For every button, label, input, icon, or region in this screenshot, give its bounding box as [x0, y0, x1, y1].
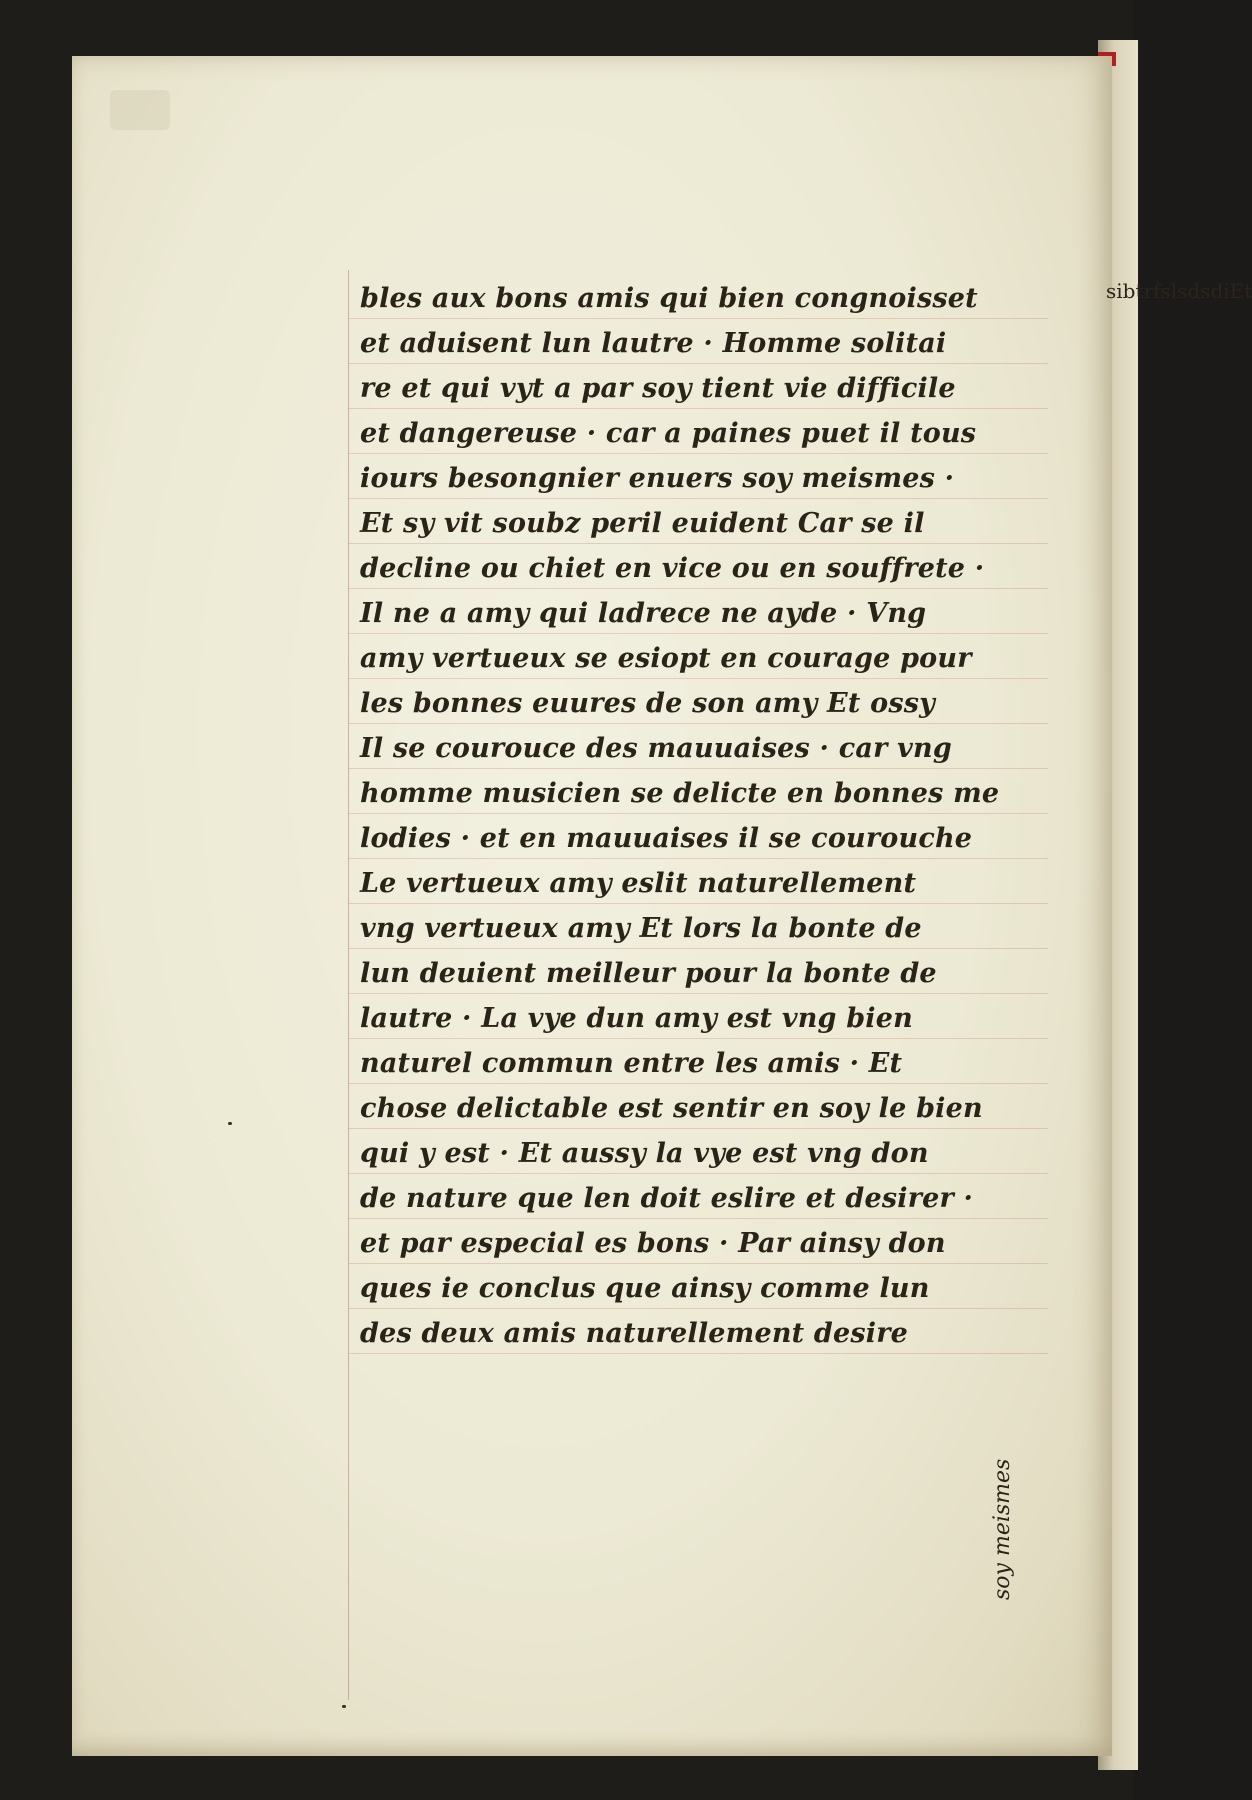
text-line: lun deuient meilleur pour la bonte de — [360, 958, 937, 989]
text-line: Il se courouce des mauuaises · car vng — [360, 733, 952, 764]
text-line: Le vertueux amy eslit naturellement — [360, 868, 917, 899]
ink-speck — [228, 1122, 232, 1125]
text-line: iours besongnier enuers soy meismes · — [360, 463, 955, 494]
text-line: qui y est · Et aussy la vye est vng don — [360, 1138, 929, 1169]
text-line: homme musicien se delicte en bonnes me — [360, 778, 1000, 809]
text-line: amy vertueux se esiopt en courage pour — [360, 643, 972, 674]
text-line: et dangereuse · car a paines puet il tous — [360, 418, 977, 449]
text-line: bles aux bons amis qui bien congnoisset — [360, 283, 978, 314]
ink-speck — [342, 1705, 346, 1708]
text-line: et aduisent lun lautre · Homme solitai — [360, 328, 947, 359]
manuscript-text — [360, 276, 1060, 1356]
text-line: naturel commun entre les amis · Et — [360, 1048, 903, 1079]
text-line: decline ou chiet en vice ou en souffrete · — [360, 553, 985, 584]
text-line: vng vertueux amy Et lors la bonte de — [360, 913, 922, 944]
text-line: des deux amis naturellement desire — [360, 1318, 909, 1349]
text-line: ques ie conclus que ainsy comme lun — [360, 1273, 930, 1304]
text-line: lodies · et en mauuaises il se courouche — [360, 823, 973, 854]
text-line: lautre · La vye dun amy est vng bien — [360, 1003, 913, 1034]
text-line: et par especial es bons · Par ainsy don — [360, 1228, 946, 1259]
text-line: Et sy vit soubz peril euident Car se il — [360, 508, 925, 539]
text-line: re et qui vyt a par soy tient vie difficile — [360, 373, 956, 404]
marginal-note: soy meismes — [990, 1458, 1015, 1600]
text-line: de nature que len doit eslire et desirer · — [360, 1183, 974, 1214]
text-line: Il ne a amy qui ladrece ne ayde · Vng — [360, 598, 927, 629]
text-line: chose delictable est sentir en soy le bien — [360, 1093, 983, 1124]
faded-folio-mark — [110, 90, 170, 130]
margin-rule — [348, 270, 349, 1700]
next-page-fragment: sibtrfslsdsdiEt — [1106, 279, 1252, 303]
text-line: les bonnes euures de son amy Et ossy — [360, 688, 936, 719]
